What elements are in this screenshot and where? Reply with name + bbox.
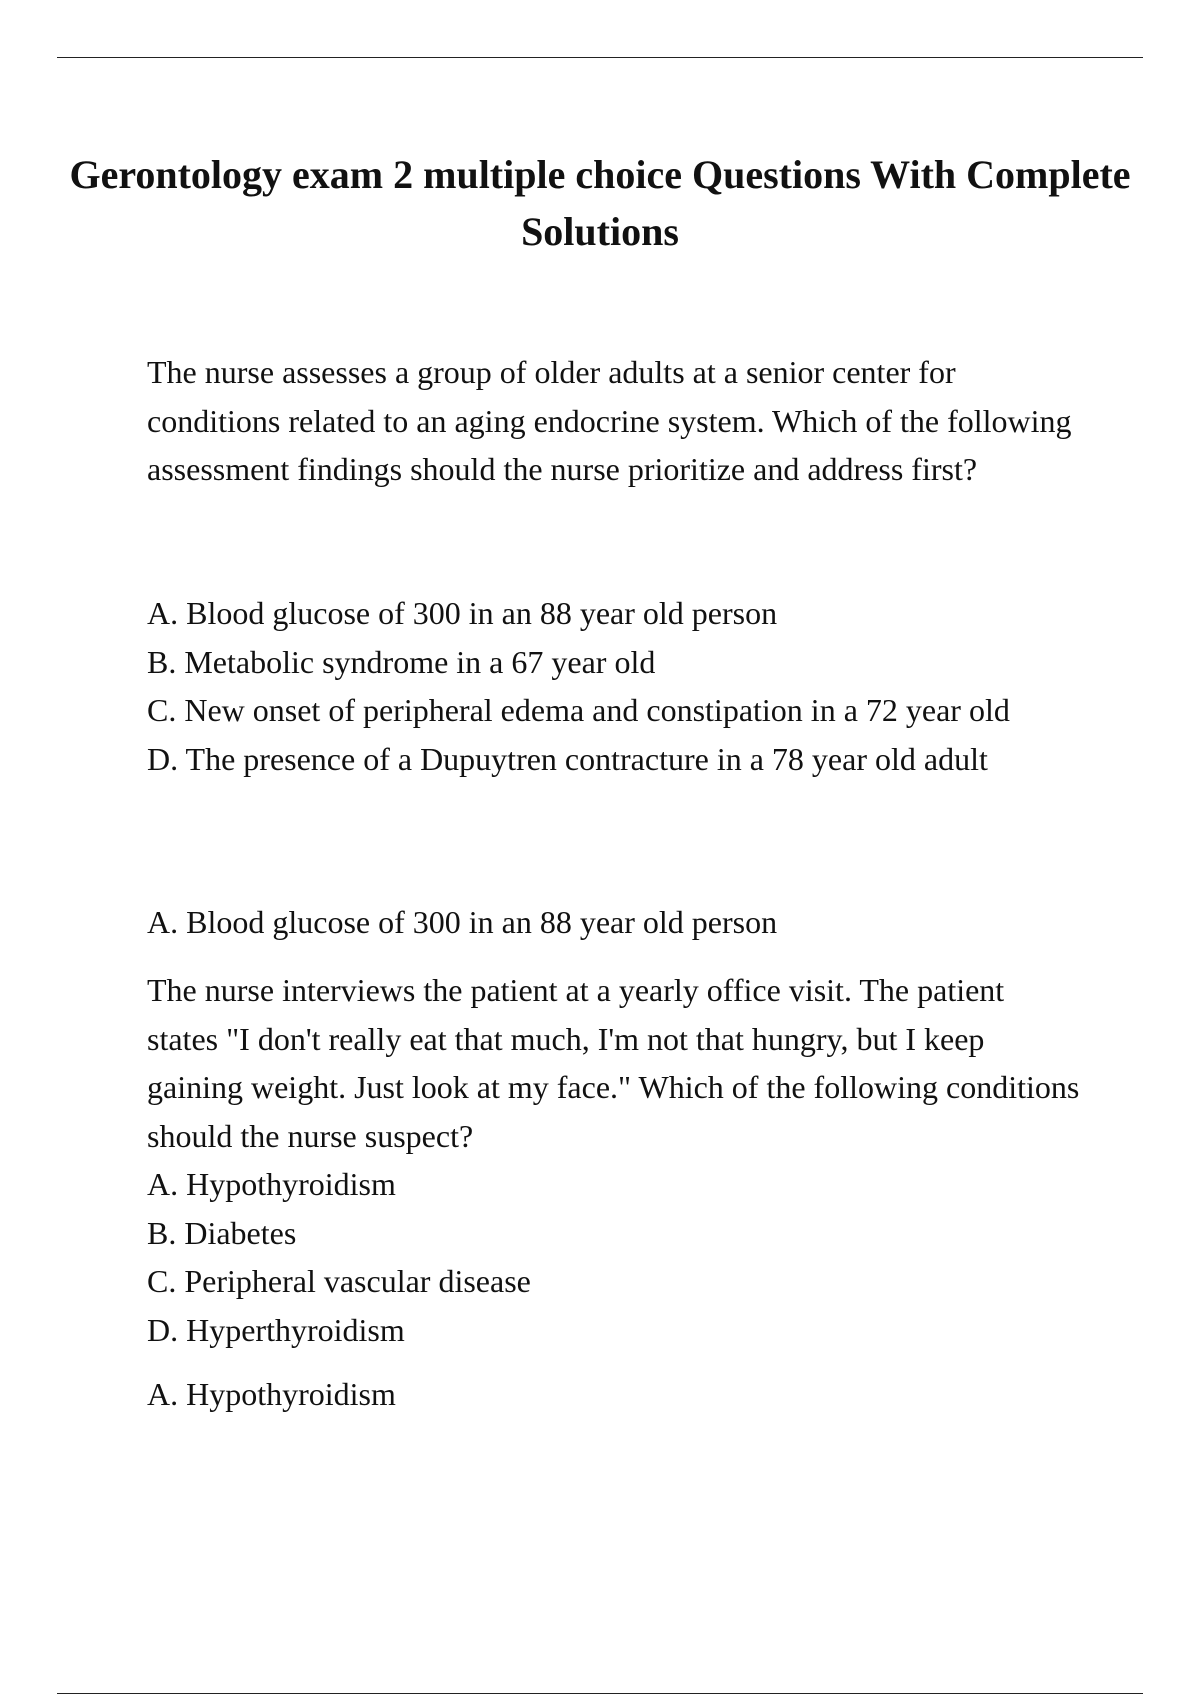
document-title: Gerontology exam 2 multiple choice Questions With Complete Solutions (69, 152, 1131, 254)
top-rule (57, 57, 1143, 58)
option: A. Hypothyroidism (147, 1166, 396, 1202)
question-2-text: The nurse interviews the patient at a yearly office visit. The patient states "I don't really eat that much, I'm not that hungry, but I keep gaining weight. Just look at my face." Which of the following conditions should the nurse suspect? (147, 972, 1080, 1154)
question-1-options (147, 589, 1082, 783)
option: D. The presence of a Dupuytren contracture in a 78 year old adult (147, 740, 988, 777)
question-1-answer: A. Blood glucose of 300 in an 88 year old person (147, 904, 778, 940)
option: B. Diabetes (147, 1214, 297, 1251)
option: B. Metabolic syndrome in a 67 year old (147, 643, 656, 680)
option: A. Blood glucose of 300 in an 88 year old person (147, 595, 778, 631)
option: C. New onset of peripheral edema and constipation in a 72 year old (147, 692, 1010, 728)
option: C. Peripheral vascular disease (147, 1263, 531, 1299)
bottom-rule (57, 1693, 1143, 1694)
option: D. Hyperthyroidism (147, 1311, 405, 1348)
question-2 (147, 966, 1082, 1354)
question-1 (147, 348, 1082, 494)
question-1-text: The nurse assesses a group of older adults at a senior center for conditions related to an aging endocrine system. Which of the following assessment findings should the nurse prioritize and address first? (147, 354, 1072, 487)
question-2-answer: A. Hypothyroidism (147, 1376, 396, 1412)
